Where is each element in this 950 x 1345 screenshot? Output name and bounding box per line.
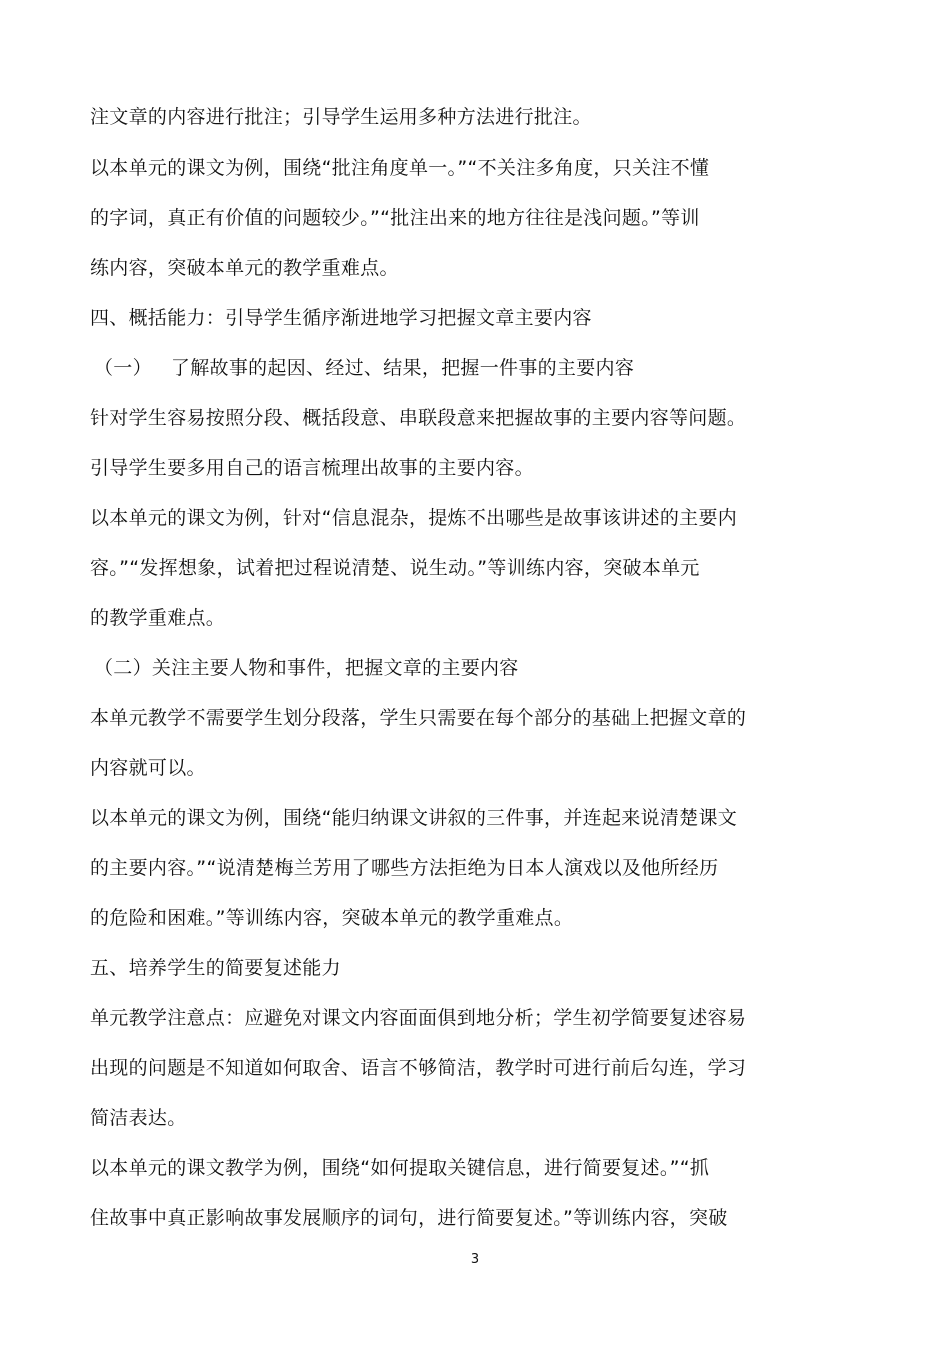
section-heading: 五、培养学生的简要复述能力	[90, 957, 341, 979]
body-text-line: 练内容，突破本单元的教学重难点。	[90, 257, 399, 279]
body-text-line: 住故事中真正影响故事发展顺序的词句，进行简要复述。”等训练内容，突破	[90, 1207, 728, 1229]
subsection-heading: （一） 了解故事的起因、经过、结果，把握一件事的主要内容	[94, 357, 635, 379]
body-text-line: 引导学生要多用自己的语言梳理出故事的主要内容。	[90, 457, 534, 479]
body-text-line: 的主要内容。”“说清楚梅兰芳用了哪些方法拒绝为日本人演戏以及他所经历	[90, 857, 719, 879]
body-text-line: 以本单元的课文为例，围绕“批注角度单一。”“不关注多角度，只关注不懂	[90, 157, 710, 179]
subsection-heading: （二）关注主要人物和事件，把握文章的主要内容	[94, 657, 519, 679]
body-text-line: 注文章的内容进行批注；引导学生运用多种方法进行批注。	[90, 106, 592, 128]
page-number: 3	[470, 1252, 480, 1267]
body-text-line: 单元教学注意点：应避免对课文内容面面俱到地分析；学生初学简要复述容易	[90, 1007, 747, 1029]
body-text-line: 简洁表达。	[90, 1107, 187, 1129]
body-text-line: 出现的问题是不知道如何取舍、语言不够简洁，教学时可进行前后勾连，学习	[90, 1057, 747, 1079]
body-text-line: 的危险和困难。”等训练内容，突破本单元的教学重难点。	[90, 907, 574, 929]
body-text-line: 以本单元的课文为例，针对“信息混杂，提炼不出哪些是故事该讲述的主要内	[90, 507, 738, 529]
body-text-line: 内容就可以。	[90, 757, 206, 779]
body-text-line: 容。”“发挥想象，试着把过程说清楚、说生动。”等训练内容，突破本单元	[90, 557, 700, 579]
body-text-line: 以本单元的课文教学为例，围绕“如何提取关键信息，进行简要复述。”“抓	[90, 1157, 710, 1179]
body-text-line: 本单元教学不需要学生划分段落，学生只需要在每个部分的基础上把握文章的	[90, 707, 747, 729]
body-text-line: 的教学重难点。	[90, 607, 226, 629]
body-text-line: 针对学生容易按照分段、概括段意、串联段意来把握故事的主要内容等问题。	[90, 407, 747, 429]
body-text-line: 以本单元的课文为例，围绕“能归纳课文讲叙的三件事，并连起来说清楚课文	[90, 807, 738, 829]
body-text-line: 的字词，真正有价值的问题较少。”“批注出来的地方往往是浅问题。”等训	[90, 207, 700, 229]
section-heading: 四、概括能力：引导学生循序渐进地学习把握文章主要内容	[90, 307, 592, 329]
